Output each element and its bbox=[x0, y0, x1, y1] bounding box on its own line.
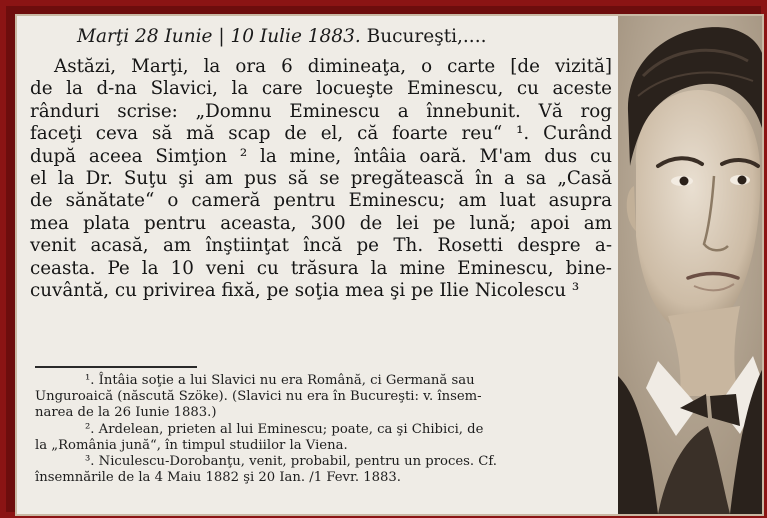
footnotes bbox=[35, 373, 611, 486]
document-card bbox=[15, 14, 764, 516]
footnote-line: narea de la 26 Iunie 1883.) bbox=[35, 405, 217, 421]
footnote-line: ¹. Întâia soţie a lui Slavici nu era Română, ci Germană sau bbox=[85, 373, 475, 388]
body-line: el la Dr. Suţu şi am pus să se pregătească în a sa „Casă bbox=[30, 167, 612, 189]
portrait-illustration bbox=[618, 16, 764, 514]
body-line: ceasta. Pe la 10 veni cu trăsura la mine Eminescu, bine- bbox=[30, 257, 612, 279]
footnote-line: ³. Niculescu-Dorobanţu, venit, probabil, pentru un proces. Cf. bbox=[85, 454, 497, 470]
diary-body bbox=[30, 56, 612, 302]
body-line: după aceea Simţion ² la mine, întâia oară. M'am dus cu bbox=[30, 145, 612, 167]
body-line: venit acasă, am înştiinţat încă pe Th. Rosetti despre a- bbox=[30, 235, 612, 257]
body-line: mea plata pentru aceasta, 300 de lei pe lună; apoi am bbox=[30, 212, 612, 234]
body-line: de la d-na Slavici, la care locueşte Eminescu, cu aceste bbox=[30, 78, 612, 100]
footnote-line: însemnările de la 4 Maiu 1882 şi 20 Ian. /1 Fevr. 1883. bbox=[35, 470, 401, 486]
footnote-line: ². Ardelean, prieten al lui Eminescu; poate, ca şi Chibici, de bbox=[85, 421, 484, 437]
scanned-text-panel bbox=[17, 16, 618, 514]
entry-date: Marţi 28 Iunie | 10 Iulie 1883. bbox=[77, 26, 361, 47]
body-line: cuvântă, cu privirea fixă, pe soţia mea şi pe Ilie Nicolescu ³ bbox=[30, 279, 580, 301]
footnote-line: Unguroaică (născută Szöke). (Slavici nu era în Bucureşti: v. însem- bbox=[35, 389, 482, 405]
entry-header bbox=[77, 26, 486, 47]
footnote-divider bbox=[35, 366, 197, 368]
body-line: de sănătate“ o cameră pentru Eminescu; am luat asupra bbox=[30, 190, 612, 212]
entry-city: Bucureşti,.... bbox=[366, 26, 487, 47]
body-line: rânduri scrise: „Domnu Eminescu a înnebunit. Vă rog bbox=[30, 100, 612, 122]
body-line: Astăzi, Marţi, la ora 6 dimineaţa, o carte [de vizită] bbox=[54, 56, 612, 77]
portrait-photo bbox=[618, 16, 764, 514]
footnote-line: la „România jună“, în timpul studiilor la Viena. bbox=[35, 437, 348, 453]
body-line: faceţi ceva să mă scap de el, că foarte reu“ ¹. Curând bbox=[30, 123, 612, 145]
